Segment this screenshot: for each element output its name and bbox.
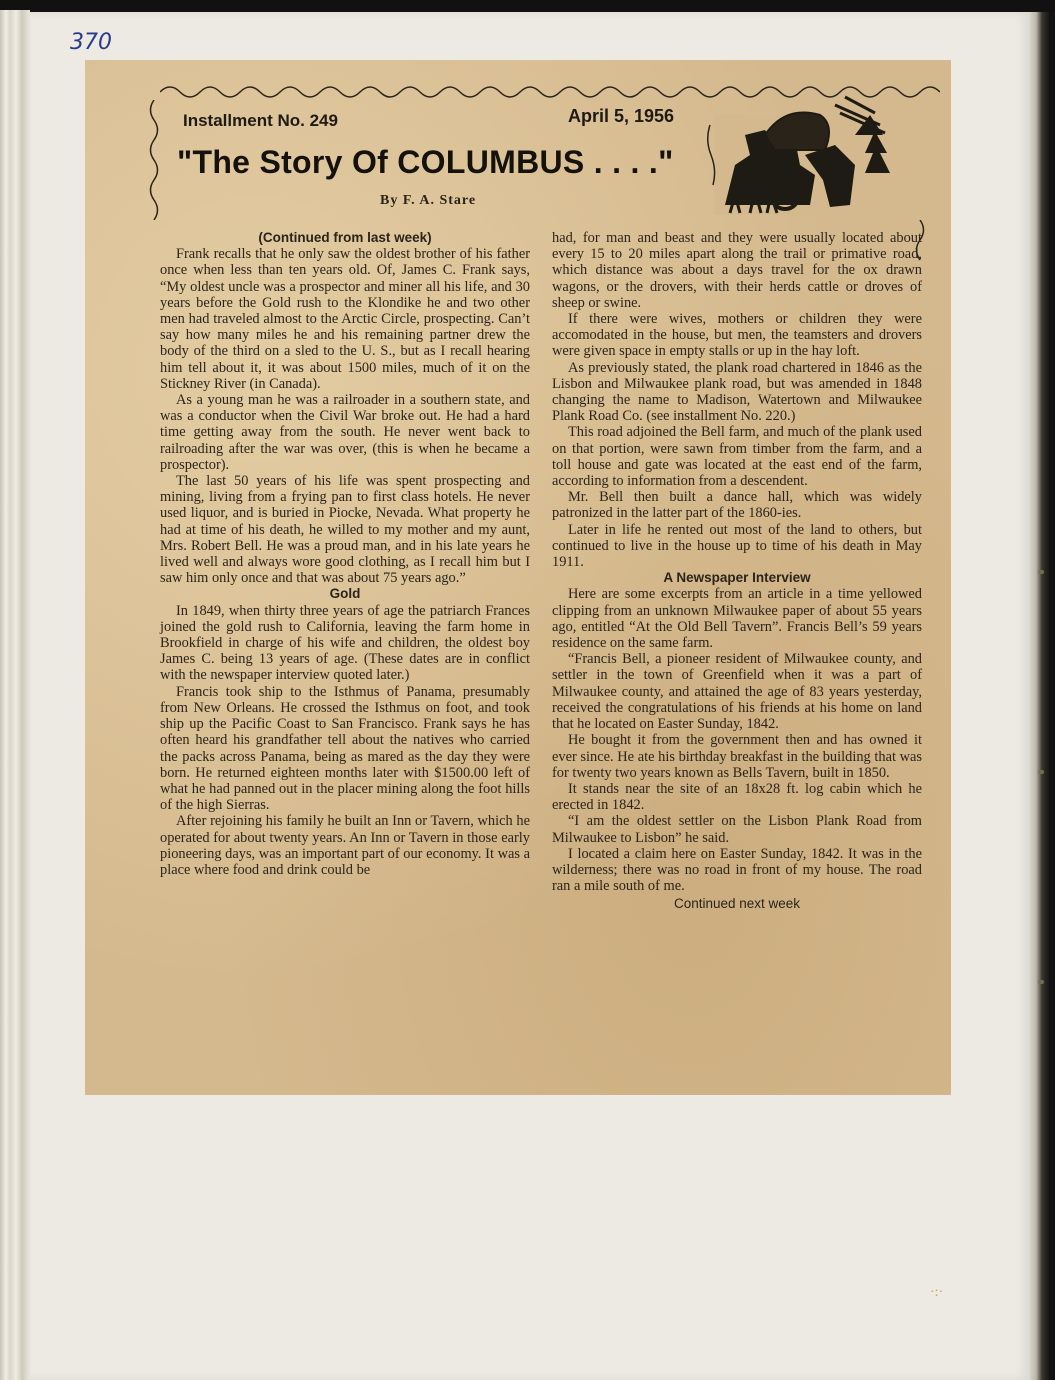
byline: By F. A. Stare — [380, 193, 477, 208]
column-right — [552, 230, 922, 913]
binding-hole — [1038, 770, 1044, 774]
paragraph: As a young man he was a railroader in a southern state, and was a conductor when the Civil War broke out. He had a hard time getting away from the south. He never went back to railroading after the war was over, (this is when he became a prospector). — [160, 392, 530, 473]
binding-hole — [1038, 980, 1044, 984]
paper-speckles: ·:· — [930, 1285, 944, 1300]
paragraph: Later in life he rented out most of the land to others, but continued to live in the house up to time of his death in May 1911. — [552, 521, 922, 571]
paragraph: The last 50 years of his life was spent prospecting and mining, living from a frying pan to first class hotels. He never used liquor, and is buried in Piocke, Nevada. What property he had at time of his death, he willed to my mother and my aunt, Mrs. Robert Bell. He was a proud man, and in his late years he lived well and always wore good clothing, as I recall him but I saw him only once and that was about 75 years ago.” — [160, 473, 530, 587]
paragraph: He bought it from the government then and has owned it ever since. He ate his birthday breakfast in the building that was for twenty two years known as Bells Tavern, built in 1850. — [552, 732, 922, 781]
paragraph: had, for man and beast and they were usually located about every 15 to 20 miles apart along the trail or primative road, which distance was about a days travel for the ox drawn wagons, or the drovers, with their herds cattle or droves of sheep or swine. — [552, 230, 922, 311]
paragraph: Mr. Bell then built a dance hall, which was widely patronized in the latter part of the 1860-ies. — [552, 489, 922, 522]
paragraph: Here are some excerpts from an article in a time yellowed clipping from an unknown Milwaukee paper of about 55 years ago, entitled “At the Old Bell Tavern”. Francis Bell’s 59 years residence on the same farm. — [552, 586, 922, 652]
left-wavy-border — [147, 100, 161, 220]
continued-next-note: Continued next week — [673, 896, 801, 912]
paragraph: It stands near the site of an 18x28 ft. log cabin which he erected in 1842. — [552, 780, 922, 814]
newspaper-clipping — [85, 60, 951, 1095]
paragraph: After rejoining his family he built an Inn or Tavern, which he operated for about twenty years. An Inn or Tavern in those early pioneering days, was an important part of our economy. It was a place where food and drink could be — [160, 813, 530, 878]
section-heading-interview: A Newspaper Interview — [663, 570, 811, 586]
paragraph: Francis took ship to the Isthmus of Panama, presumably from New Orleans. He crossed the Isthmus on foot, and took ship up the Pacific Coast to San Francisco. Frank says he has often heard his grandfather tell about the natives who carried the packs across Panama, being as mared as the day they were born. He returned eighteen months later with $1500.00 left of what he had panned out in the placer mining along the foot hills of the high Sierras. — [160, 683, 530, 814]
continued-from-note: (Continued from last week) — [258, 230, 432, 245]
issue-date: April 5, 1956 — [568, 106, 675, 126]
paragraph: “Francis Bell, a pioneer resident of Milwaukee county, and settler in the town of Greenfield when it was a part of Milwaukee county, and attained the age of 83 years yesterday, received the congratulations of his friends at his home on land that he located on Easter Sunday, 1842. — [552, 651, 922, 733]
paragraph: As previously stated, the plank road chartered in 1846 as the Lisbon and Milwaukee plank road, but was amended in 1848 changing the name to Madison, Watertown and Milwaukee Plank Road Co. (see installment No. 220.) — [552, 359, 922, 425]
page-number: 370 — [70, 30, 112, 55]
book-binding — [0, 10, 30, 1380]
top-edge — [0, 0, 1055, 12]
paragraph: Frank recalls that he only saw the oldest brother of his father once when less than ten years old. Of, James C. Frank says, “My oldest uncle was a prospector and miner all his life, and 30 years before the Gold rush to the Klondike he and two other men had traveled almost to the Arctic Circle, prospecting. Can’t say how many miles he and his remaining partner drew the body of the third on a sled to the U. S., but as I recall hearing him tell about it, it was about 1500 miles, much of it on the Stickney River (in Canada). — [160, 246, 530, 392]
installment-number: Installment No. 249 — [183, 111, 338, 130]
paragraph: If there were wives, mothers or children they were accomodated in the house, but men, the teamsters and drovers were given space in empty stalls or up in the hay loft. — [552, 311, 922, 360]
page-right-edge — [1030, 12, 1055, 1380]
column-left — [160, 230, 530, 878]
paragraph: “I am the oldest settler on the Lisbon Plank Road from Milwaukee to Lisbon” he said. — [552, 813, 922, 846]
section-heading-gold: Gold — [329, 586, 361, 602]
paragraph: This road adjoined the Bell farm, and much of the plank used on that portion, were sawn from timber from the farm, and a toll house and gate was located at the east end of the farm, according to information from a descendent. — [552, 424, 922, 490]
paragraph: In 1849, when thirty three years of age the patriarch Frances joined the gold rush to California, leaving the farm home in Brookfield in charge of his wife and children, the oldest boy James C. being 13 years of age. (These dates are in conflict with the newspaper interview quoted later.) — [160, 602, 530, 684]
article-title: "The Story Of COLUMBUS . . . ." — [177, 144, 674, 180]
binding-hole — [1038, 570, 1044, 574]
ox-wagon-illustration — [705, 95, 925, 220]
paragraph: I located a claim here on Easter Sunday, 1842. It was in the wilderness; there was no road in front of my house. The road ran a mile south of me. — [552, 845, 922, 895]
